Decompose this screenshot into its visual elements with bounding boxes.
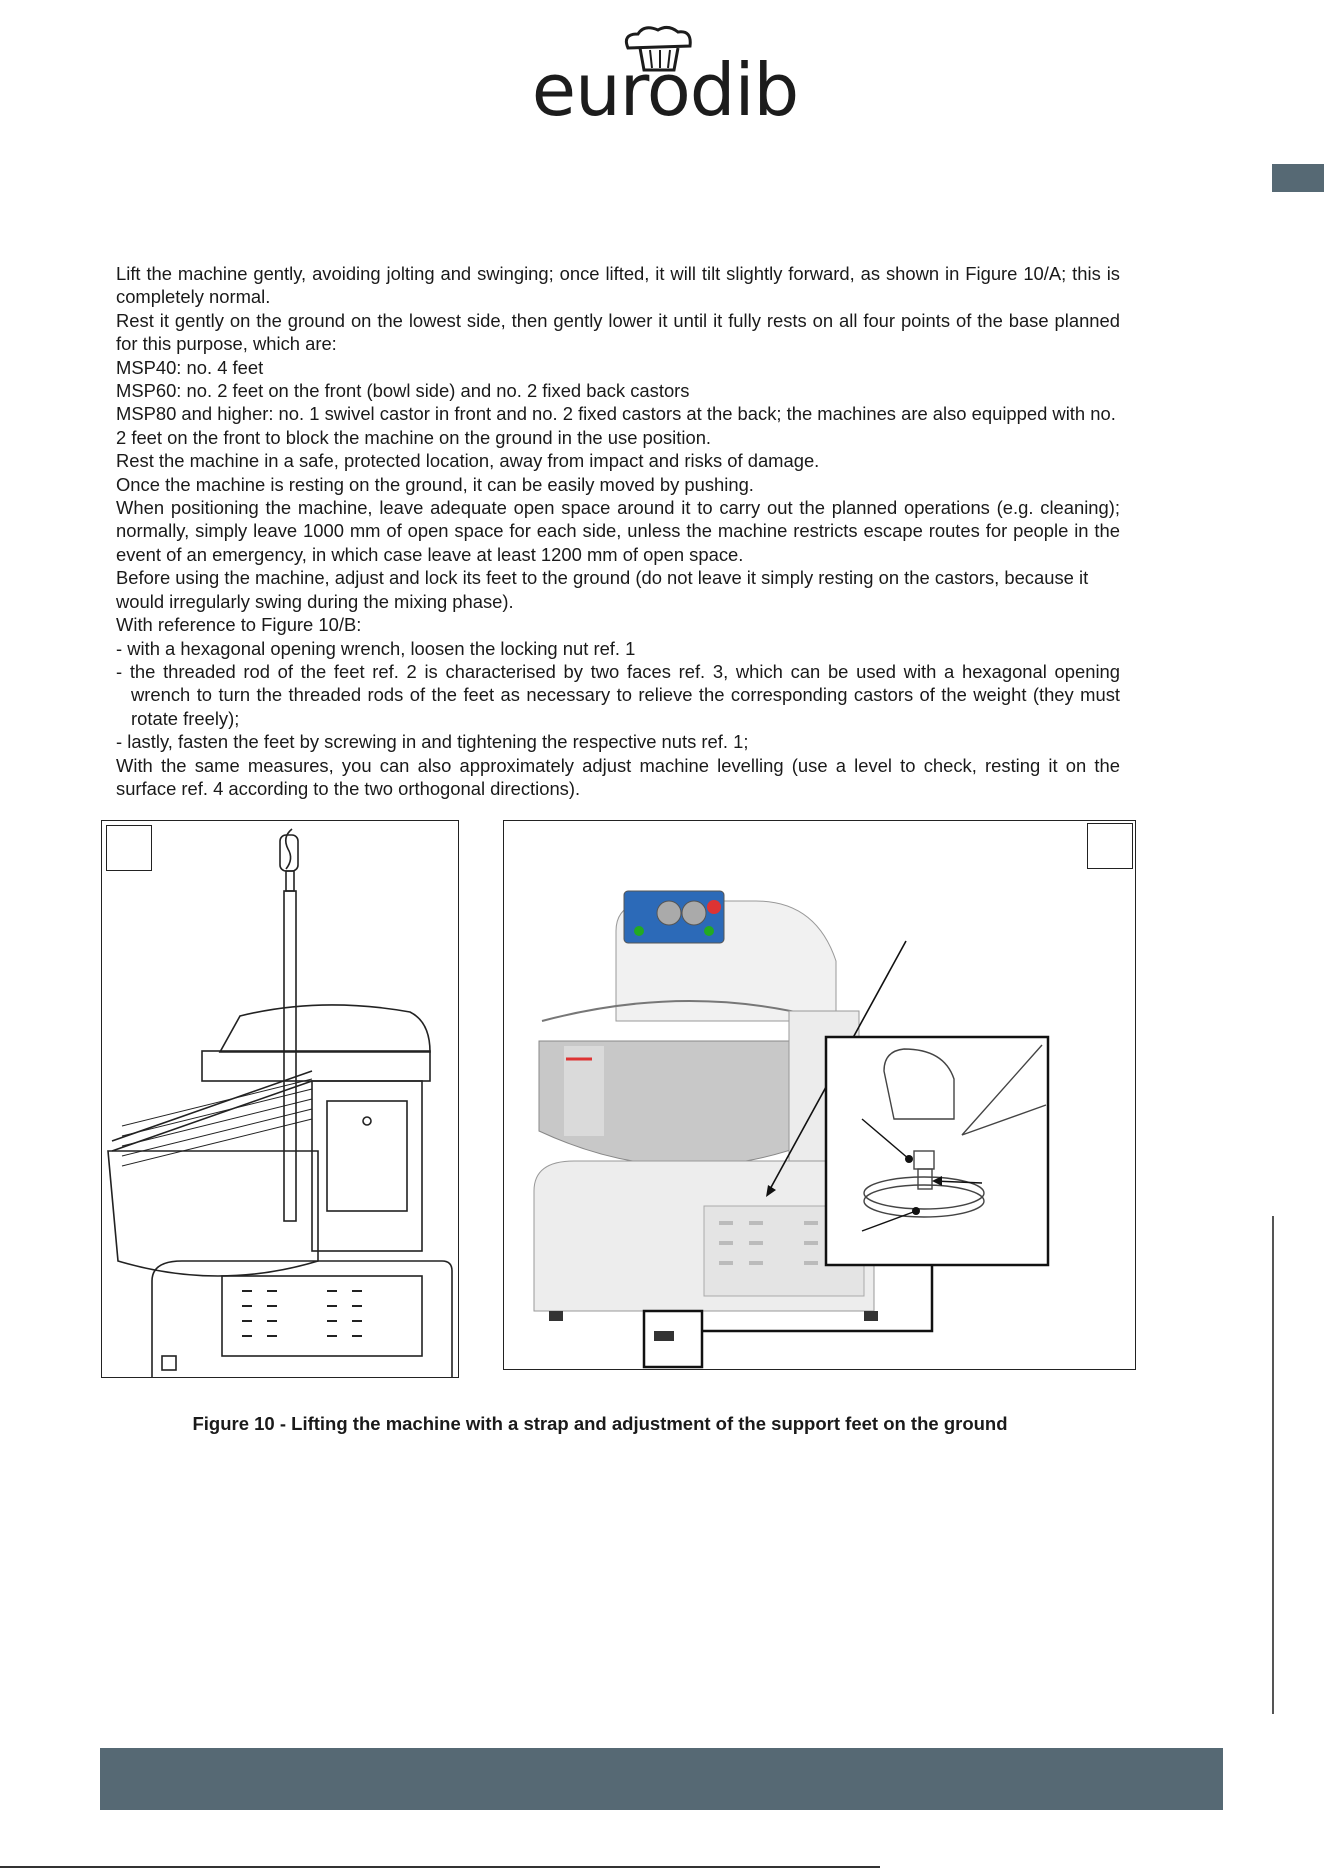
- eurodib-logo: [500, 18, 830, 132]
- paragraph: When positioning the machine, leave adequate open space around it to carry out the planned operations (e.g. cleaning); normally, simply leave 1000 mm of open space for each side, unless the machine restricts escape routes for people in the event of an emergency, in which case leave at least 1200 mm of open space.: [116, 497, 1120, 565]
- bullet-item: - lastly, fasten the feet by screwing in and tightening the respective nuts ref. 1;: [116, 731, 749, 753]
- paragraph: With the same measures, you can also approximately adjust machine levelling (use a level to check, resting it on the surface ref. 4 according to the two orthogonal directions).: [116, 754, 1120, 799]
- paragraph: MSP60: no. 2 feet on the front (bowl side) and no. 2 fixed back castors: [116, 380, 690, 402]
- figure-10b-panel: [503, 820, 1136, 1370]
- paragraph: Lift the machine gently, avoiding jolting and swinging; once lifted, it will tilt slightly forward, as shown in Figure 10/A; this is completely normal.: [116, 263, 1120, 308]
- bullet-item: - the threaded rod of the feet ref. 2 is characterised by two faces ref. 3, which can be used with a hexagonal opening wrench to turn the threaded rods of the feet as necessary to relieve the corresponding castors of the weight (they must rotate freely);: [116, 660, 1120, 729]
- paragraph: MSP40: no. 4 feet: [116, 356, 264, 378]
- paragraph: With reference to Figure 10/B:: [116, 614, 362, 636]
- bullet-item: - with a hexagonal opening wrench, loosen the locking nut ref. 1: [116, 637, 636, 659]
- instructions-text: [116, 262, 1120, 800]
- paragraph: MSP80 and higher: no. 1 swivel castor in front and no. 2 fixed castors at the back; the machines are also equipped with no. 2 feet on the front to block the machine on the ground in the use position.: [116, 403, 1116, 448]
- figure-caption: Figure 10 - Lifting the machine with a strap and adjustment of the support feet on the ground: [192, 1413, 1008, 1434]
- footer-bar: [100, 1748, 1223, 1810]
- mixer-lifted-by-strap-drawing: [102, 821, 458, 1377]
- figure-10a-panel: [101, 820, 459, 1378]
- paragraph: Rest the machine in a safe, protected location, away from impact and risks of damage.: [116, 450, 820, 472]
- paragraph: Once the machine is resting on the ground, it can be easily moved by pushing.: [116, 473, 754, 495]
- section-tab-marker: [1272, 164, 1324, 192]
- margin-rule: [1272, 1216, 1274, 1714]
- bottom-rule: [0, 1866, 880, 1868]
- logo-wordmark: eurodib: [531, 48, 799, 132]
- paragraph: Before using the machine, adjust and lock its feet to the ground (do not leave it simply resting on the castors, because it would irregularly swing during the mixing phase).: [116, 567, 1089, 612]
- paragraph: Rest it gently on the ground on the lowest side, then gently lower it until it fully rests on all four points of the base planned for this purpose, which are:: [116, 309, 1120, 355]
- spiral-mixer-photo-with-foot-detail: [504, 821, 1135, 1369]
